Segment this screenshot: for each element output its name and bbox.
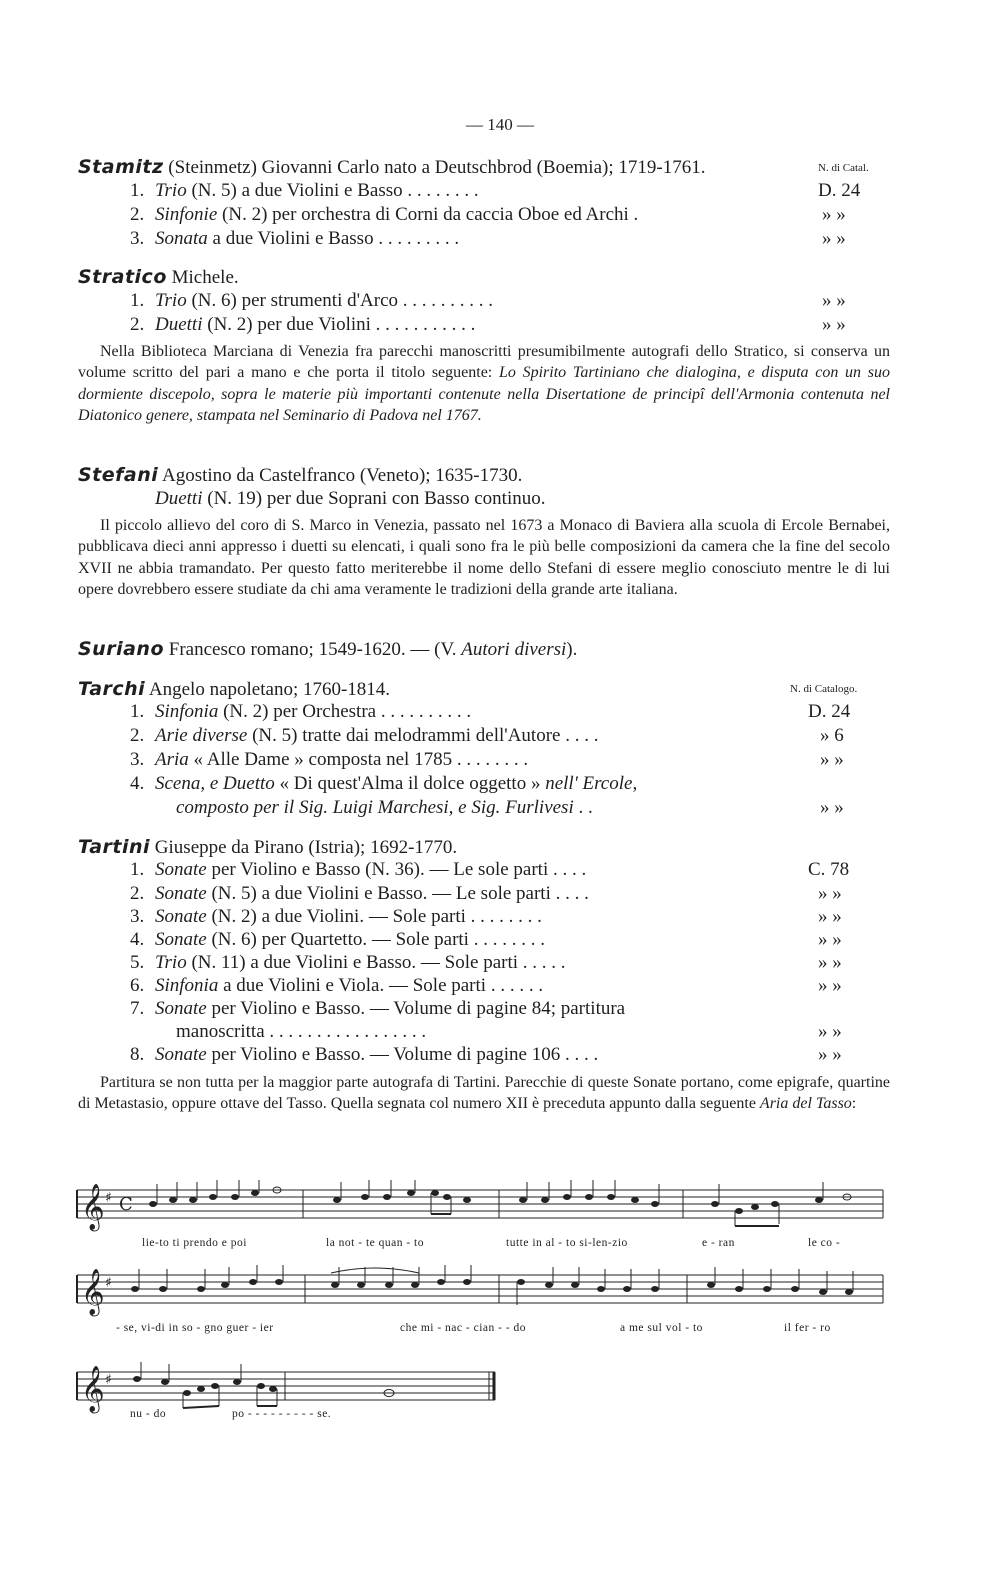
note-title: Aria del Tasso <box>759 1095 852 1113</box>
leader-dots: . . . . . . . . . . <box>398 290 494 311</box>
entry-heading-tarchi <box>78 678 390 701</box>
composer-name: Stamitz <box>78 156 164 178</box>
work-title: Trio <box>155 290 187 311</box>
catalog-ref: » » <box>818 1021 842 1042</box>
leader-dots: . . . . <box>550 883 589 904</box>
lyrics-line: le co - <box>808 1237 841 1249</box>
leader-dots: . . . . <box>548 859 587 880</box>
work-title: Sonate <box>155 883 207 904</box>
composer-name: Stratico <box>78 266 167 288</box>
catalog-ref: » » <box>820 749 844 770</box>
work-desc-italic: nell' Ercole, <box>545 773 638 794</box>
item-number: 1. <box>130 180 145 201</box>
lyrics-line: la not - te quan - to <box>326 1237 425 1249</box>
lyrics-line: e - ran <box>702 1237 735 1249</box>
cross-ref-tail: ). <box>566 639 578 660</box>
work-desc: (N. 5) tratte dai melodrammi dell'Autore <box>247 725 561 746</box>
work-title: Scena, e Duetto <box>155 773 275 794</box>
entry-heading-stamitz <box>78 156 705 179</box>
composer-name: Suriano <box>78 638 164 660</box>
leader-dots: . . . . . . <box>486 975 544 996</box>
music-staff-3 <box>75 1362 505 1414</box>
work-title: Sinfonie <box>155 204 218 225</box>
list-item <box>155 488 546 510</box>
item-number: 7. <box>130 998 145 1019</box>
note-paragraph: Il piccolo allievo del coro di S. Marco in Venezia, passato nel 1673 a Monaco di Baviera alla scuola di Ercole Bernabei, pubblicava dieci anni appresso i duetti su elencati, i quali sono fra le più belle composizioni da camera che la fine del secolo XVII ne abbia tramandato. Per questo fatto meriterebbe il nome dello Stefani di essere meglio conosciuto mentre le di lui opere dovrebbero essere studiate da chi ama veramente le tradizioni della grande arte italiana. <box>78 517 890 598</box>
catalog-column-header: N. di Catalogo. <box>790 683 858 695</box>
leader-dots: . . . . . . . . . . . <box>370 314 476 335</box>
work-desc: « Di quest'Alma il dolce oggetto » <box>274 773 546 794</box>
composer-desc: Francesco romano; 1549-1620. — (V. <box>164 639 462 660</box>
work-desc: (N. 19) per due Soprani con Basso continuo. <box>202 488 546 509</box>
music-staff-2 <box>75 1265 885 1317</box>
work-title: Aria <box>155 749 189 770</box>
svg-text:𝄞: 𝄞 <box>81 1184 105 1230</box>
catalog-ref: D. 24 <box>808 701 851 722</box>
work-desc-italic: composto per il Sig. Luigi Marchesi, e Sig. Furlivesi <box>176 797 574 818</box>
work-desc: (N. 6) per Quartetto. — Sole parti <box>206 929 469 950</box>
lyrics-line: po - - - - - - - - - se. <box>232 1408 332 1420</box>
svg-text:♯: ♯ <box>105 1372 112 1388</box>
item-number: 3. <box>130 228 145 249</box>
work-desc: a due Violini e Basso <box>207 228 374 249</box>
note-tail: : <box>851 1095 857 1113</box>
work-desc: per Violino e Basso. — Volume di pagine 84; partitura <box>206 998 626 1019</box>
work-desc: (N. 2) per Orchestra <box>218 701 377 722</box>
leader-dots: . . . . . <box>518 952 566 973</box>
leader-dots: . . . . . . . . . . . . . . . . . <box>264 1021 427 1042</box>
work-title: Sonate <box>155 859 207 880</box>
svg-text:C: C <box>119 1194 133 1215</box>
work-title: Trio <box>155 952 187 973</box>
note-title: Lo Spirito Tartiniano che dialogina, e disputa con un suo dormiente discepolo, sopra le materie più importanti contenute nella Disertatione de principî dell'Armonia contenuta nel Diatonico genere, stampata nel Seminario di Padova nel 1767. <box>78 364 891 424</box>
catalog-ref: » » <box>822 290 846 311</box>
work-title: Sonate <box>155 998 207 1019</box>
note-paragraph <box>78 1072 890 1115</box>
item-number: 1. <box>130 290 145 311</box>
item-number: 5. <box>130 952 145 973</box>
leader-dots: . . . . <box>560 725 599 746</box>
lyrics-line: il fer - ro <box>784 1322 831 1334</box>
work-desc: manoscritta <box>176 1021 265 1042</box>
work-desc: a due Violini e Viola. — Sole parti <box>218 975 487 996</box>
entry-heading-stefani <box>78 464 522 487</box>
note-paragraph <box>78 341 890 426</box>
item-number: 1. <box>130 701 145 722</box>
composer-desc: Angelo napoletano; 1760-1814. <box>145 679 391 700</box>
work-title: Sonate <box>155 1044 207 1065</box>
work-title: Duetti <box>155 488 203 509</box>
svg-text:𝄞: 𝄞 <box>81 1366 105 1412</box>
item-number: 3. <box>130 906 145 927</box>
catalog-ref: » » <box>818 883 842 904</box>
leader-dots: . . . . . . . . <box>468 929 545 950</box>
catalog-ref: » » <box>818 929 842 950</box>
work-desc: (N. 5) a due Violini e Basso <box>186 180 403 201</box>
composer-desc: Giuseppe da Pirano (Istria); 1692-1770. <box>150 837 458 858</box>
work-title: Sinfonia <box>155 975 219 996</box>
page-number: — 140 — <box>466 115 534 134</box>
composer-name: Tartini <box>78 836 151 858</box>
leader-dots: . . . . . . . . . <box>373 228 460 249</box>
work-title: Sinfonia <box>155 701 219 722</box>
leader-dots: . . . . . . . . <box>452 749 529 770</box>
catalog-ref: » » <box>818 975 842 996</box>
catalog-ref: » 6 <box>820 725 844 746</box>
composer-name: Tarchi <box>78 678 146 700</box>
work-desc: per Violino e Basso. — Volume di pagine 106 <box>206 1044 561 1065</box>
catalog-ref: D. 24 <box>818 180 861 201</box>
work-desc: (N. 6) per strumenti d'Arco <box>186 290 399 311</box>
leader-dots: . . . . <box>560 1044 599 1065</box>
svg-text:♯: ♯ <box>105 1190 112 1206</box>
item-number: 4. <box>130 929 145 950</box>
work-desc: (N. 5) a due Violini e Basso. — Le sole parti <box>206 883 551 904</box>
item-number: 2. <box>130 314 145 335</box>
catalog-ref: C. 78 <box>808 859 850 880</box>
work-desc: (N. 2) per due Violini <box>202 314 371 335</box>
leader-dots: . . . . . . . . <box>465 906 542 927</box>
leader-dots: . . . . . . . . <box>402 180 479 201</box>
composer-desc: (Steinmetz) Giovanni Carlo nato a Deutschbrod (Boemia); 1719-1761. <box>163 157 706 178</box>
catalog-column-header: N. di Catal. <box>818 162 869 174</box>
cross-ref: Autori diversi <box>461 639 567 660</box>
catalog-ref: » » <box>822 314 846 335</box>
music-staff-1 <box>75 1180 885 1232</box>
composer-name: Stefani <box>78 464 159 486</box>
leader-dots: . . <box>573 797 593 818</box>
lyrics-line: - se, vi-di in so - gno guer - ier <box>116 1322 274 1334</box>
item-number: 1. <box>130 859 145 880</box>
catalog-ref: » » <box>822 228 846 249</box>
work-desc: (N. 2) per orchestra di Corni da caccia Oboe ed Archi . <box>217 204 639 225</box>
work-desc: (N. 11) a due Violini e Basso. — Sole parti <box>186 952 519 973</box>
catalog-ref: » » <box>820 797 844 818</box>
item-number: 2. <box>130 204 145 225</box>
work-title: Sonate <box>155 929 207 950</box>
composer-desc: Michele. <box>166 267 239 288</box>
item-number: 2. <box>130 725 145 746</box>
work-title: Duetti <box>155 314 203 335</box>
note-heads <box>149 1187 851 1214</box>
work-title: Sonata <box>155 228 208 249</box>
catalog-ref: » » <box>818 1044 842 1065</box>
lyrics-line: a me sul vol - to <box>620 1322 703 1334</box>
note-text: Nella Biblioteca Marciana di Venezia fra parecchi manoscritti presumibilmente autografi dello Stratico, si conserva un volume scritto del pari a mano e che porta il titolo seguente: <box>78 343 890 382</box>
work-title: Trio <box>155 180 187 201</box>
work-title: Arie diverse <box>155 725 248 746</box>
list-item-continuation <box>176 1021 426 1043</box>
leader-dots: . . . . . . . . . . <box>376 701 472 722</box>
catalog-ref: » » <box>822 204 846 225</box>
item-number: 3. <box>130 749 145 770</box>
svg-text:𝄞: 𝄞 <box>81 1269 105 1315</box>
list-item-continuation <box>176 797 593 819</box>
item-number: 4. <box>130 773 145 794</box>
entry-heading-suriano <box>78 638 577 661</box>
note-stems <box>157 1180 823 1226</box>
item-number: 6. <box>130 975 145 996</box>
work-title: Sonate <box>155 906 207 927</box>
composer-desc: Agostino da Castelfranco (Veneto); 1635-1730. <box>158 465 523 486</box>
catalog-ref: » » <box>818 952 842 973</box>
lyrics-line: nu - do <box>130 1408 167 1420</box>
work-desc: per Violino e Basso (N. 36). — Le sole parti <box>206 859 549 880</box>
note-text: Partitura se non tutta per la maggior parte autografa di Tartini. Parecchie di queste Sonate portano, come epigrafe, quartine di Metastasio, oppure ottave del Tasso. Quella segnata col numero XII è preceduta appunto dalla seguente <box>78 1074 890 1113</box>
entry-heading-stratico <box>78 266 239 289</box>
lyrics-line: lie-to ti prendo e poi <box>142 1237 247 1249</box>
catalog-ref: » » <box>818 906 842 927</box>
lyrics-line: tutte in al - to si-len-zio <box>506 1237 628 1249</box>
item-number: 2. <box>130 883 145 904</box>
work-desc: « Alle Dame » composta nel 1785 <box>188 749 453 770</box>
svg-text:♯: ♯ <box>105 1275 112 1291</box>
lyrics-line: che mi - nac - cian - - do <box>400 1322 527 1334</box>
entry-heading-tartini <box>78 836 457 859</box>
item-number: 8. <box>130 1044 145 1065</box>
work-desc: (N. 2) a due Violini. — Sole parti <box>206 906 466 927</box>
